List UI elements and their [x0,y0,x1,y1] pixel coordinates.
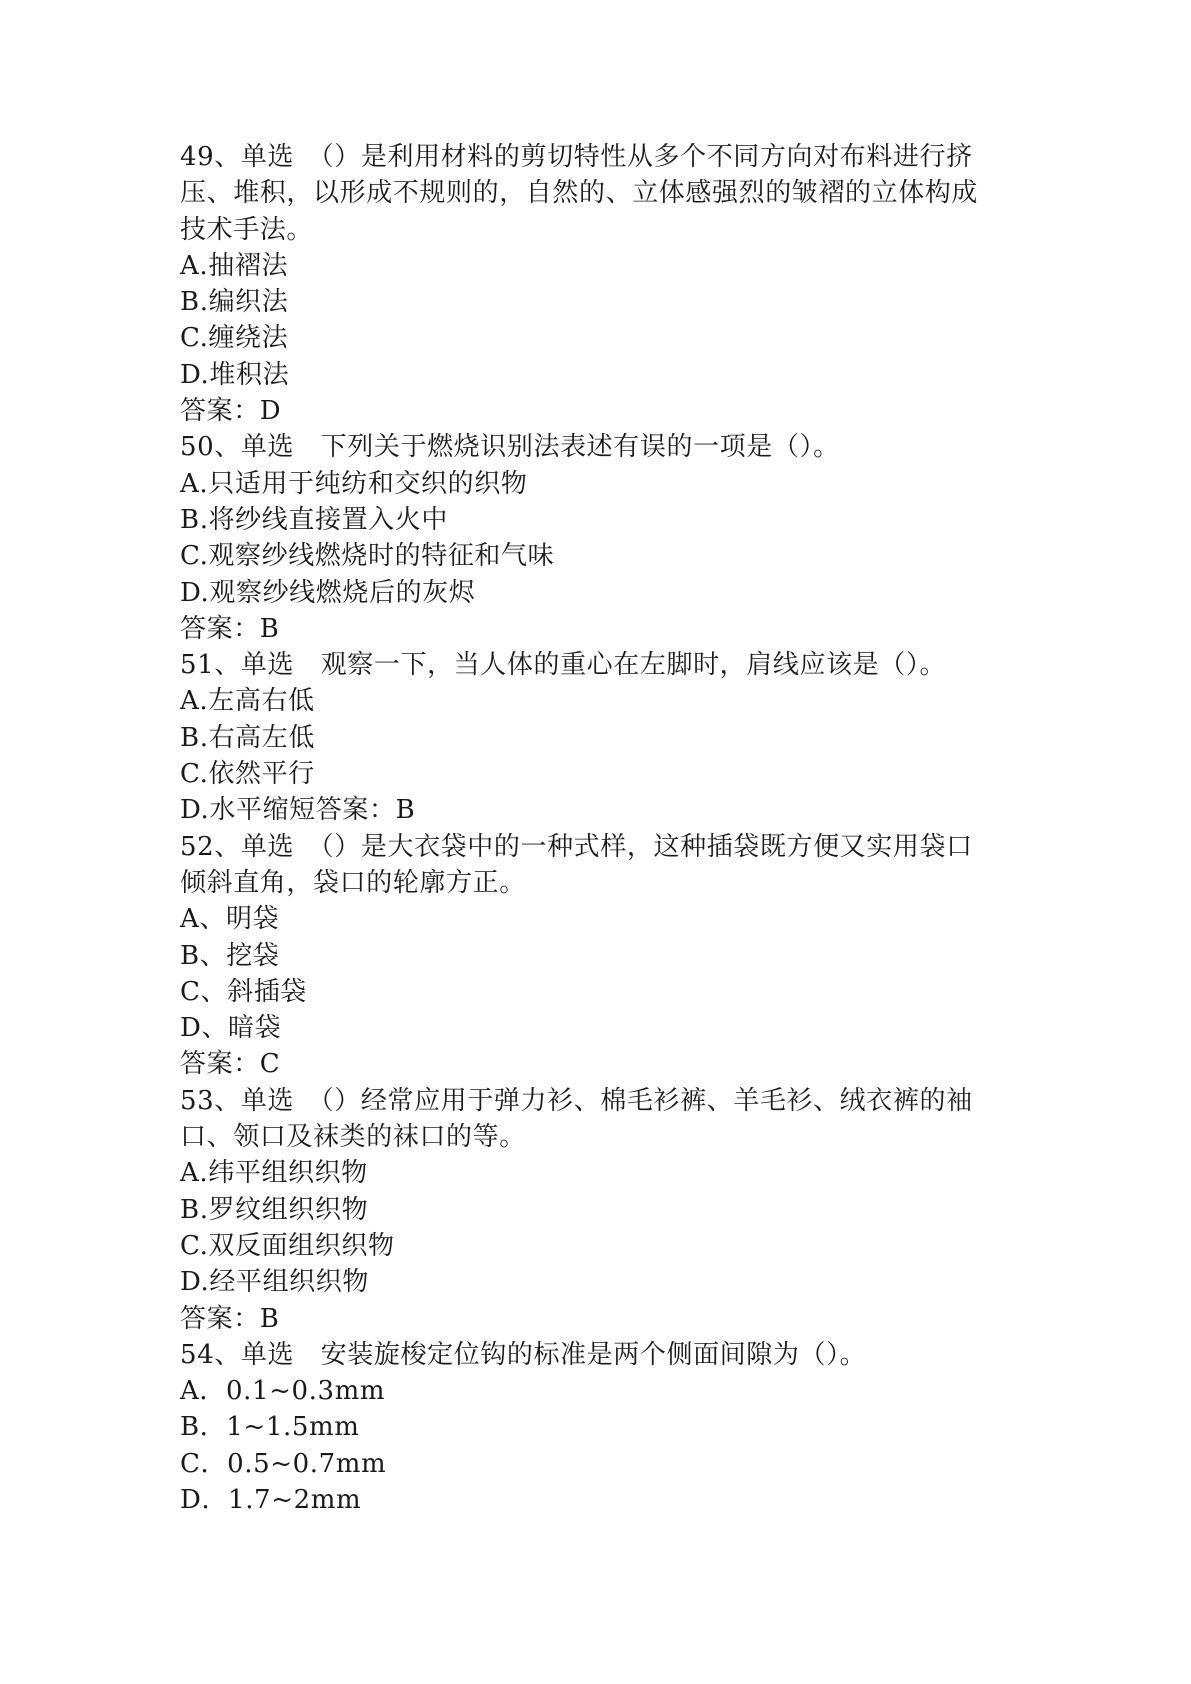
question-52-line-1: 52、单选 （）是大衣袋中的一种式样，这种插袋既方便又实用袋口 [180,831,973,862]
question-49-line-3: 技术手法。 [180,214,314,245]
question-53-option-d: D.经平组织织物 [180,1267,369,1298]
question-50-line-1: 50、单选 下列关于燃烧识别法表述有误的一项是（）。 [180,432,840,463]
question-51-option-a: A.左高右低 [180,686,315,717]
question-49-option-c: C.缠绕法 [180,323,289,354]
question-49-option-b: B.编织法 [180,287,289,318]
question-54-option-b: B．1~1.5mm [180,1412,360,1443]
question-54-option-c: C．0.5~0.7mm [180,1448,387,1479]
question-49-line-1: 49、单选 （）是利用材料的剪切特性从多个不同方向对布料进行挤 [180,142,973,172]
question-50-option-b: B.将纱线直接置入火中 [180,504,448,535]
question-53-option-c: C.双反面组织织物 [180,1230,395,1261]
question-53-option-b: B.罗纹组织织物 [180,1194,369,1225]
question-53-option-a: A.纬平组织织物 [180,1158,368,1189]
question-51-line-1: 51、单选 观察一下，当人体的重心在左脚时，肩线应该是（）。 [180,650,947,681]
question-52-option-c: C、斜插袋 [180,976,307,1007]
question-49-option-d: D.堆积法 [180,359,290,390]
question-51-option-c: C.依然平行 [180,759,315,790]
question-49-option-a: A.抽褶法 [180,250,289,281]
question-52-line-2: 倾斜直角，袋口的轮廓方正。 [180,867,526,898]
question-50-option-a: A.只适用于纯纺和交织的织物 [180,468,528,499]
question-50-option-d: D.观察纱线燃烧后的灰烬 [180,577,476,608]
question-49-answer: 答案：D [180,396,282,427]
question-54-option-a: A．0.1~0.3mm [180,1376,386,1407]
question-52-option-d: D、暗袋 [180,1013,282,1044]
question-50-answer: 答案：B [180,613,280,644]
document-body [180,139,1040,1518]
question-54-line-1: 54、单选 安装旋梭定位钩的标准是两个侧面间隙为（）。 [180,1339,867,1370]
question-53-line-1: 53、单选 （）经常应用于弹力衫、棉毛衫裤、羊毛衫、绒衣裤的袖 [180,1085,973,1116]
question-52-answer: 答案：C [180,1049,281,1080]
question-54-option-d: D．1.7~2mm [180,1484,362,1515]
question-53-line-2: 口、领口及袜类的袜口的等。 [180,1122,526,1153]
question-49-line-2: 压、堆积，以形成不规则的，自然的、立体感强烈的皱褶的立体构成 [180,178,979,209]
question-50-option-c: C.观察纱线燃烧时的特征和气味 [180,541,555,572]
question-52-option-b: B、挖袋 [180,940,280,971]
question-52-option-a: A、明袋 [180,904,280,935]
question-51-option-b: B.右高左低 [180,722,315,753]
question-53-answer: 答案：B [180,1303,280,1334]
question-51-option-d-answer: D.水平缩短答案：B [180,795,416,826]
